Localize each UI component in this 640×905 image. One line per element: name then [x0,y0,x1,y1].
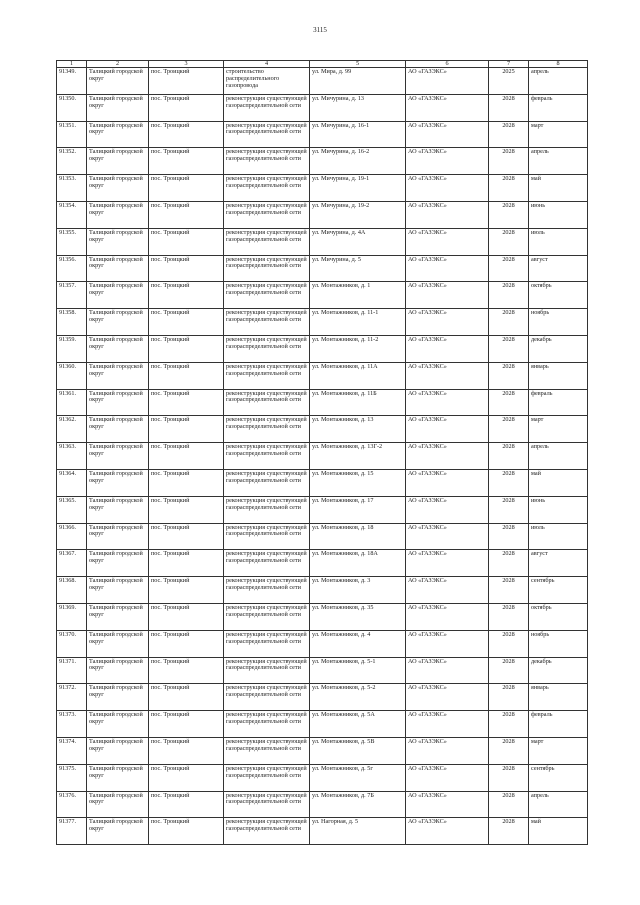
address-cell: ул. Мичурина, д. 16-2 [310,148,406,175]
work-type-cell: реконструкция существующей газораспределительной сети [224,496,310,523]
district-cell: Талицкий городской округ [87,523,149,550]
column-header: 4 [224,61,310,68]
year-cell: 2028 [489,335,529,362]
organization-cell: АО «ГАЗЭКС» [406,603,489,630]
column-header: 1 [57,61,87,68]
district-cell: Талицкий городской округ [87,818,149,845]
address-cell: ул. Мичурина, д. 19-2 [310,201,406,228]
table-row [57,362,588,389]
work-type-cell: реконструкция существующей газораспределительной сети [224,603,310,630]
column-header: 7 [489,61,529,68]
district-cell: Талицкий городской округ [87,684,149,711]
row-number: 91357. [57,282,87,309]
district-cell: Талицкий городской округ [87,603,149,630]
table-row [57,335,588,362]
settlement-cell: пос. Троицкий [149,791,224,818]
month-cell: ноябрь [529,630,588,657]
month-cell: июнь [529,496,588,523]
work-type-cell: реконструкция существующей газораспределительной сети [224,228,310,255]
settlement-cell: пос. Троицкий [149,603,224,630]
work-type-cell: реконструкция существующей газораспределительной сети [224,389,310,416]
district-cell: Талицкий городской округ [87,630,149,657]
year-cell: 2028 [489,684,529,711]
month-cell: сентябрь [529,577,588,604]
address-cell: ул. Монтажников, д. 7Б [310,791,406,818]
settlement-cell: пос. Троицкий [149,335,224,362]
row-number: 91374. [57,737,87,764]
year-cell: 2028 [489,603,529,630]
district-cell: Талицкий городской округ [87,201,149,228]
settlement-cell: пос. Троицкий [149,496,224,523]
table-row [57,121,588,148]
work-type-cell: реконструкция существующей газораспределительной сети [224,282,310,309]
organization-cell: АО «ГАЗЭКС» [406,818,489,845]
table-row [57,764,588,791]
month-cell: март [529,737,588,764]
year-cell: 2028 [489,737,529,764]
settlement-cell: пос. Троицкий [149,630,224,657]
month-cell: май [529,469,588,496]
settlement-cell: пос. Троицкий [149,201,224,228]
month-cell: ноябрь [529,309,588,336]
table-row [57,791,588,818]
district-cell: Талицкий городской округ [87,737,149,764]
month-cell: апрель [529,68,588,95]
row-number: 91352. [57,148,87,175]
district-cell: Талицкий городской округ [87,228,149,255]
address-cell: ул. Монтажников, д. 5-2 [310,684,406,711]
table-row [57,603,588,630]
address-cell: ул. Мичурина, д. 16-1 [310,121,406,148]
organization-cell: АО «ГАЗЭКС» [406,764,489,791]
row-number: 91360. [57,362,87,389]
settlement-cell: пос. Троицкий [149,523,224,550]
month-cell: октябрь [529,282,588,309]
settlement-cell: пос. Троицкий [149,764,224,791]
table-row [57,657,588,684]
table-row [57,309,588,336]
row-number: 91354. [57,201,87,228]
settlement-cell: пос. Троицкий [149,362,224,389]
address-cell: ул. Мичурина, д. 4А [310,228,406,255]
month-cell: февраль [529,94,588,121]
district-cell: Талицкий городской округ [87,68,149,95]
address-cell: ул. Монтажников, д. 11А [310,362,406,389]
work-type-cell: реконструкция существующей газораспределительной сети [224,764,310,791]
month-cell: апрель [529,148,588,175]
row-number: 91358. [57,309,87,336]
work-type-cell: реконструкция существующей газораспределительной сети [224,737,310,764]
header-row [57,61,588,68]
row-number: 91372. [57,684,87,711]
organization-cell: АО «ГАЗЭКС» [406,443,489,470]
district-cell: Талицкий городской округ [87,416,149,443]
organization-cell: АО «ГАЗЭКС» [406,201,489,228]
address-cell: ул. Монтажников, д. 18А [310,550,406,577]
address-cell: ул. Мичурина, д. 13 [310,94,406,121]
organization-cell: АО «ГАЗЭКС» [406,550,489,577]
year-cell: 2028 [489,416,529,443]
settlement-cell: пос. Троицкий [149,550,224,577]
year-cell: 2028 [489,711,529,738]
organization-cell: АО «ГАЗЭКС» [406,523,489,550]
year-cell: 2028 [489,362,529,389]
settlement-cell: пос. Троицкий [149,68,224,95]
month-cell: июль [529,228,588,255]
month-cell: июнь [529,201,588,228]
settlement-cell: пос. Троицкий [149,711,224,738]
work-type-cell: реконструкция существующей газораспределительной сети [224,791,310,818]
settlement-cell: пос. Троицкий [149,737,224,764]
year-cell: 2028 [489,550,529,577]
work-type-cell: реконструкция существующей газораспределительной сети [224,416,310,443]
row-number: 91351. [57,121,87,148]
row-number: 91363. [57,443,87,470]
table-row [57,737,588,764]
year-cell: 2028 [489,94,529,121]
page-number: 3115 [313,26,327,34]
address-cell: ул. Монтажников, д. 13 [310,416,406,443]
work-type-cell: реконструкция существующей газораспределительной сети [224,362,310,389]
work-type-cell: реконструкция существующей газораспределительной сети [224,684,310,711]
settlement-cell: пос. Троицкий [149,94,224,121]
organization-cell: АО «ГАЗЭКС» [406,630,489,657]
year-cell: 2028 [489,791,529,818]
year-cell: 2025 [489,68,529,95]
table-row [57,282,588,309]
organization-cell: АО «ГАЗЭКС» [406,121,489,148]
row-number: 91361. [57,389,87,416]
organization-cell: АО «ГАЗЭКС» [406,711,489,738]
organization-cell: АО «ГАЗЭКС» [406,791,489,818]
district-cell: Талицкий городской округ [87,711,149,738]
year-cell: 2028 [489,282,529,309]
month-cell: апрель [529,791,588,818]
month-cell: август [529,255,588,282]
table-row [57,711,588,738]
settlement-cell: пос. Троицкий [149,389,224,416]
organization-cell: АО «ГАЗЭКС» [406,309,489,336]
row-number: 91371. [57,657,87,684]
address-cell: ул. Мичурина, д. 19-1 [310,175,406,202]
organization-cell: АО «ГАЗЭКС» [406,94,489,121]
address-cell: ул. Монтажников, д. 1 [310,282,406,309]
row-number: 91366. [57,523,87,550]
year-cell: 2028 [489,764,529,791]
row-number: 91364. [57,469,87,496]
year-cell: 2028 [489,496,529,523]
row-number: 91369. [57,603,87,630]
month-cell: март [529,416,588,443]
organization-cell: АО «ГАЗЭКС» [406,362,489,389]
work-type-cell: строительство распределительного газопровода [224,68,310,95]
year-cell: 2028 [489,255,529,282]
month-cell: январь [529,362,588,389]
month-cell: август [529,550,588,577]
district-cell: Талицкий городской округ [87,550,149,577]
table-row [57,255,588,282]
row-number: 91355. [57,228,87,255]
table-row [57,818,588,845]
district-cell: Талицкий городской округ [87,791,149,818]
row-number: 91373. [57,711,87,738]
organization-cell: АО «ГАЗЭКС» [406,255,489,282]
row-number: 91353. [57,175,87,202]
district-cell: Талицкий городской округ [87,121,149,148]
month-cell: октябрь [529,603,588,630]
district-cell: Талицкий городской округ [87,443,149,470]
row-number: 91377. [57,818,87,845]
settlement-cell: пос. Троицкий [149,416,224,443]
month-cell: май [529,175,588,202]
work-type-cell: реконструкция существующей газораспределительной сети [224,255,310,282]
work-type-cell: реконструкция существующей газораспределительной сети [224,335,310,362]
address-cell: ул. Монтажников, д. 5А [310,711,406,738]
year-cell: 2028 [489,577,529,604]
work-type-cell: реконструкция существующей газораспределительной сети [224,657,310,684]
year-cell: 2028 [489,630,529,657]
table-row [57,201,588,228]
table-row [57,94,588,121]
settlement-cell: пос. Троицкий [149,282,224,309]
month-cell: февраль [529,389,588,416]
table-row [57,389,588,416]
address-cell: ул. Монтажников, д. 11-1 [310,309,406,336]
organization-cell: АО «ГАЗЭКС» [406,389,489,416]
settlement-cell: пос. Троицкий [149,684,224,711]
year-cell: 2028 [489,657,529,684]
work-type-cell: реконструкция существующей газораспределительной сети [224,711,310,738]
address-cell: ул. Монтажников, д. 11-2 [310,335,406,362]
organization-cell: АО «ГАЗЭКС» [406,416,489,443]
month-cell: декабрь [529,335,588,362]
row-number: 91349. [57,68,87,95]
row-number: 91350. [57,94,87,121]
organization-cell: АО «ГАЗЭКС» [406,68,489,95]
year-cell: 2028 [489,443,529,470]
work-type-cell: реконструкция существующей газораспределительной сети [224,818,310,845]
table-row [57,469,588,496]
row-number: 91370. [57,630,87,657]
settlement-cell: пос. Троицкий [149,255,224,282]
table-row [57,148,588,175]
address-cell: ул. Монтажников, д. 11Б [310,389,406,416]
settlement-cell: пос. Троицкий [149,175,224,202]
address-cell: ул. Монтажников, д. 3 [310,577,406,604]
address-cell: ул. Монтажников, д. 4 [310,630,406,657]
district-cell: Талицкий городской округ [87,577,149,604]
work-type-cell: реконструкция существующей газораспределительной сети [224,577,310,604]
year-cell: 2028 [489,469,529,496]
work-type-cell: реконструкция существующей газораспределительной сети [224,121,310,148]
table-row [57,550,588,577]
district-cell: Талицкий городской округ [87,255,149,282]
district-cell: Талицкий городской округ [87,362,149,389]
work-type-cell: реконструкция существующей газораспределительной сети [224,550,310,577]
work-type-cell: реконструкция существующей газораспределительной сети [224,523,310,550]
year-cell: 2028 [489,228,529,255]
table-row [57,577,588,604]
settlement-cell: пос. Троицкий [149,228,224,255]
row-number: 91375. [57,764,87,791]
row-number: 91365. [57,496,87,523]
address-cell: ул. Монтажников, д. 5-1 [310,657,406,684]
gas-network-table [56,60,588,845]
year-cell: 2028 [489,175,529,202]
district-cell: Талицкий городской округ [87,469,149,496]
settlement-cell: пос. Троицкий [149,469,224,496]
table-row [57,630,588,657]
settlement-cell: пос. Троицкий [149,577,224,604]
address-cell: ул. Нагорная, д. 5 [310,818,406,845]
work-type-cell: реконструкция существующей газораспределительной сети [224,148,310,175]
row-number: 91362. [57,416,87,443]
month-cell: сентябрь [529,764,588,791]
year-cell: 2028 [489,121,529,148]
year-cell: 2028 [489,389,529,416]
year-cell: 2028 [489,818,529,845]
district-cell: Талицкий городской округ [87,282,149,309]
settlement-cell: пос. Троицкий [149,309,224,336]
table-body [57,68,588,845]
district-cell: Талицкий городской округ [87,309,149,336]
table-header [57,61,588,68]
column-header: 5 [310,61,406,68]
month-cell: январь [529,684,588,711]
table-row [57,496,588,523]
column-header: 8 [529,61,588,68]
organization-cell: АО «ГАЗЭКС» [406,228,489,255]
row-number: 91376. [57,791,87,818]
work-type-cell: реконструкция существующей газораспределительной сети [224,94,310,121]
column-header: 6 [406,61,489,68]
table-row [57,523,588,550]
address-cell: ул. Мичурина, д. 5 [310,255,406,282]
row-number: 91356. [57,255,87,282]
year-cell: 2028 [489,309,529,336]
year-cell: 2028 [489,523,529,550]
year-cell: 2028 [489,201,529,228]
column-header: 2 [87,61,149,68]
settlement-cell: пос. Троицкий [149,121,224,148]
table-row [57,416,588,443]
settlement-cell: пос. Троицкий [149,818,224,845]
district-cell: Талицкий городской округ [87,335,149,362]
address-cell: ул. Мира, д. 99 [310,68,406,95]
district-cell: Талицкий городской округ [87,496,149,523]
district-cell: Талицкий городской округ [87,657,149,684]
address-cell: ул. Монтажников, д. 13Г-2 [310,443,406,470]
address-cell: ул. Монтажников, д. 17 [310,496,406,523]
settlement-cell: пос. Троицкий [149,148,224,175]
work-type-cell: реконструкция существующей газораспределительной сети [224,201,310,228]
address-cell: ул. Монтажников, д. 35 [310,603,406,630]
column-header: 3 [149,61,224,68]
organization-cell: АО «ГАЗЭКС» [406,496,489,523]
work-type-cell: реконструкция существующей газораспределительной сети [224,175,310,202]
address-cell: ул. Монтажников, д. 5г [310,764,406,791]
district-cell: Талицкий городской округ [87,175,149,202]
work-type-cell: реконструкция существующей газораспределительной сети [224,443,310,470]
district-cell: Талицкий городской округ [87,389,149,416]
organization-cell: АО «ГАЗЭКС» [406,577,489,604]
district-cell: Талицкий городской округ [87,148,149,175]
month-cell: февраль [529,711,588,738]
address-cell: ул. Монтажников, д. 15 [310,469,406,496]
table-row [57,443,588,470]
row-number: 91368. [57,577,87,604]
work-type-cell: реконструкция существующей газораспределительной сети [224,630,310,657]
organization-cell: АО «ГАЗЭКС» [406,684,489,711]
settlement-cell: пос. Троицкий [149,443,224,470]
row-number: 91359. [57,335,87,362]
organization-cell: АО «ГАЗЭКС» [406,737,489,764]
table-row [57,228,588,255]
address-cell: ул. Монтажников, д. 5В [310,737,406,764]
month-cell: март [529,121,588,148]
organization-cell: АО «ГАЗЭКС» [406,175,489,202]
row-number: 91367. [57,550,87,577]
work-type-cell: реконструкция существующей газораспределительной сети [224,309,310,336]
table-row [57,175,588,202]
address-cell: ул. Монтажников, д. 18 [310,523,406,550]
month-cell: май [529,818,588,845]
table-row [57,68,588,95]
organization-cell: АО «ГАЗЭКС» [406,657,489,684]
organization-cell: АО «ГАЗЭКС» [406,148,489,175]
district-cell: Талицкий городской округ [87,94,149,121]
month-cell: июль [529,523,588,550]
work-type-cell: реконструкция существующей газораспределительной сети [224,469,310,496]
district-cell: Талицкий городской округ [87,764,149,791]
month-cell: апрель [529,443,588,470]
organization-cell: АО «ГАЗЭКС» [406,469,489,496]
organization-cell: АО «ГАЗЭКС» [406,335,489,362]
table-row [57,684,588,711]
year-cell: 2028 [489,148,529,175]
organization-cell: АО «ГАЗЭКС» [406,282,489,309]
month-cell: декабрь [529,657,588,684]
settlement-cell: пос. Троицкий [149,657,224,684]
